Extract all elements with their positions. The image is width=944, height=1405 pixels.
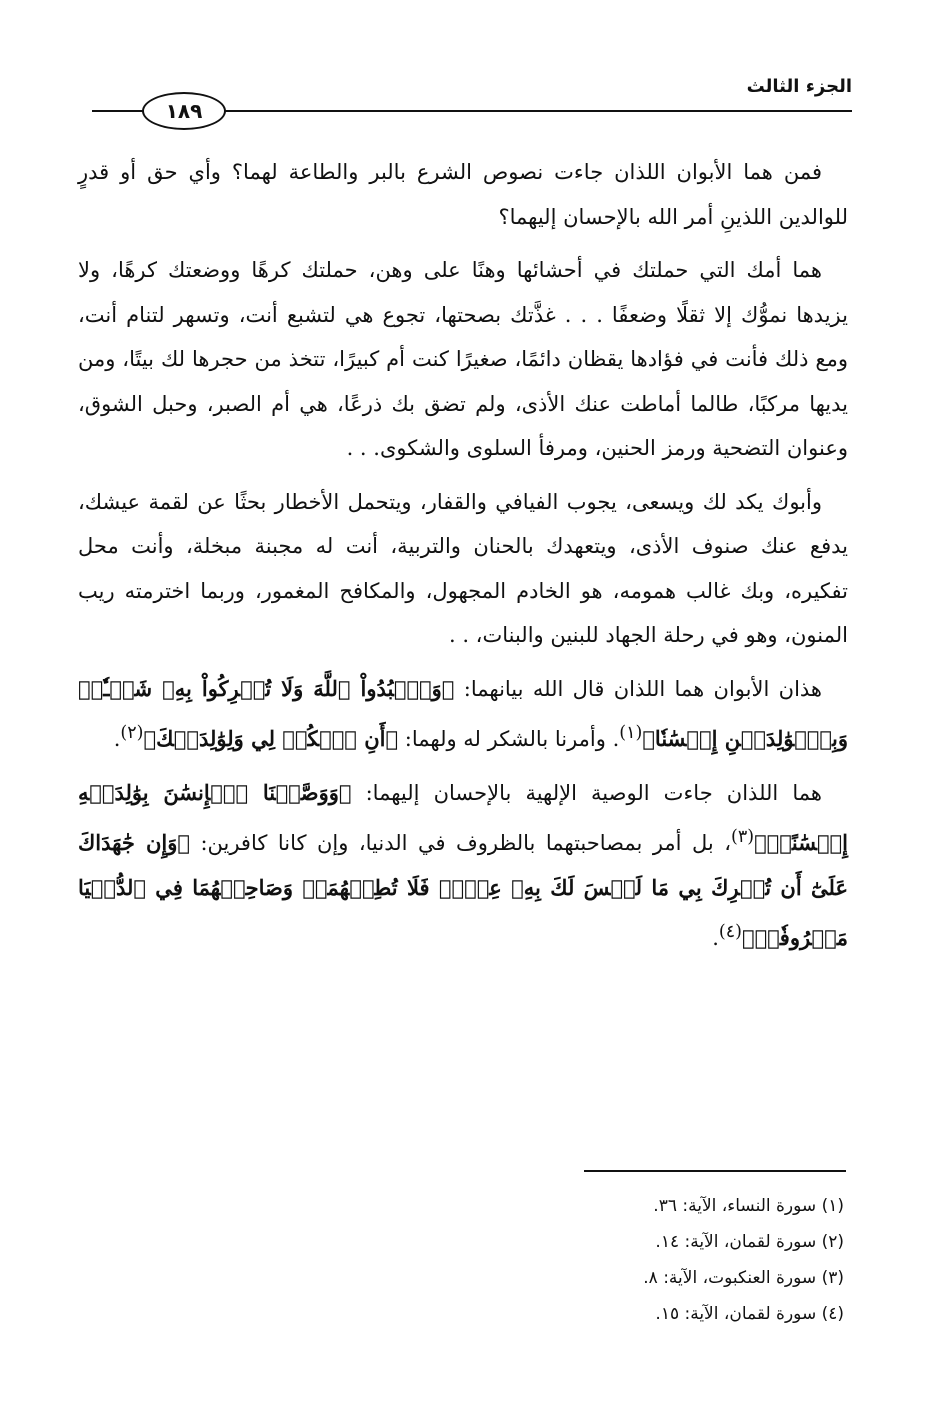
body-text [78, 150, 848, 970]
paragraph-5-lead: هما اللذان جاءت الوصية الإلهية بالإحسان إليهما: [351, 780, 822, 805]
quran-verse: ﴿وَٱعۡبُدُواْ ٱللَّهَ وَلَا تُشۡرِكُواْ بِهِۦ شَيۡـٔٗاۖ وَبِٱلۡوَٰلِدَيۡنِ إِحۡسَٰنٗا﴾ [78, 675, 848, 751]
footnote-ref: (١) [619, 723, 643, 743]
footnote-ref: (٢) [120, 723, 144, 743]
footnote-2: (٢) سورة لقمان، الآية: ١٤. [655, 1232, 844, 1252]
footnote-separator [584, 1170, 846, 1172]
footnote-3: (٣) سورة العنكبوت، الآية: ٨. [643, 1268, 844, 1288]
page-number: ١٨٩ [142, 92, 226, 130]
paragraph-3: وأبوك يكد لك ويسعى، يجوب الفيافي والقفار، ويتحمل الأخطار بحثًا عن لقمة عيشك، يدفع عنك صنوف الأذى، ويتعهدك بالحنان والتربية، أنت له مجبنة مبخلة، وأنت محل تفكيره، وبك غالب همومه، هو الخادم المجهول، والمكافح المغمور، وربما اخترمته ريب المنون، وهو في رحلة الجهاد للبنين والبنات، . . [78, 489, 848, 647]
quran-verse: ﴿أَنِ ٱشۡكُرۡ لِي وَلِوَٰلِدَيۡكَ﴾ [143, 726, 399, 751]
paragraph-4-lead: هذان الأبوان هما اللذان قال الله بيانهما: [454, 676, 823, 701]
footnote-4: (٤) سورة لقمان، الآية: ١٥. [655, 1304, 844, 1324]
footnote-1: (١) سورة النساء، الآية: ٣٦. [653, 1196, 844, 1216]
paragraph-5-end: . [712, 926, 719, 950]
running-title: الجزء الثالث [746, 76, 852, 97]
paragraph-4-mid: . وأمرنا بالشكر له ولهما: [398, 727, 620, 751]
quran-verse: ﴿وَإِن جَٰهَدَاكَ عَلَىٰٓ أَن تُشۡرِكَ بِي مَا لَيۡسَ لَكَ بِهِۦ عِلۡمٞ فَلَا تُطِعۡهُمَاۖ وَصَاحِبۡهُمَا فِي ٱلدُّنۡيَا مَعۡرُوفٗاۖ﴾ [78, 830, 848, 950]
paragraph-2: هما أمك التي حملتك في أحشائها وهنًا على وهن، حملتك كرهًا ووضعتك كرهًا، ولا يزيدها نموُّك إلا ثقلًا وضعفًا . . . غذَّتك بصحتها، تجوع هي لتشبع أنت، وتسهر لتنام أنت، ومع ذلك فأنت في فؤادها يقظان دائمًا، صغيرًا كنت أم كبيرًا، تتخذ من حجرها لك بيتًا، ومن يديها مركبًا، طالما أماطت عنك الأذى، ولم تضق بك ذرعًا، هي أم الصبر، وحبل الشوق، وعنوان التضحية ورمز الحنين، ومرفأ السلوى والشكوى. . . [78, 258, 848, 460]
footnote-ref: (٣) [731, 827, 755, 847]
footnotes [84, 1188, 844, 1332]
footnote-ref: (٤) [718, 922, 742, 942]
paragraph-4-end: . [113, 727, 121, 751]
paragraph-5-mid: ، بل أمر بمصاحبتهما بالظروف في الدنيا، وإن كانا كافرين: [189, 831, 732, 855]
paragraph-5 [78, 771, 848, 961]
paragraph-4 [78, 667, 848, 762]
paragraph-1: فمن هما الأبوان اللذان جاءت نصوص الشرع بالبر والطاعة لهما؟ وأي حق أو قدرٍ للوالدين اللذينِ أمر الله بالإحسان إليهما؟ [78, 160, 848, 229]
quran-verse: ﴿وَوَصَّيۡنَا ٱلۡإِنسَٰنَ بِوَٰلِدَيۡهِ إِحۡسَٰنًاۖ﴾ [78, 779, 848, 855]
